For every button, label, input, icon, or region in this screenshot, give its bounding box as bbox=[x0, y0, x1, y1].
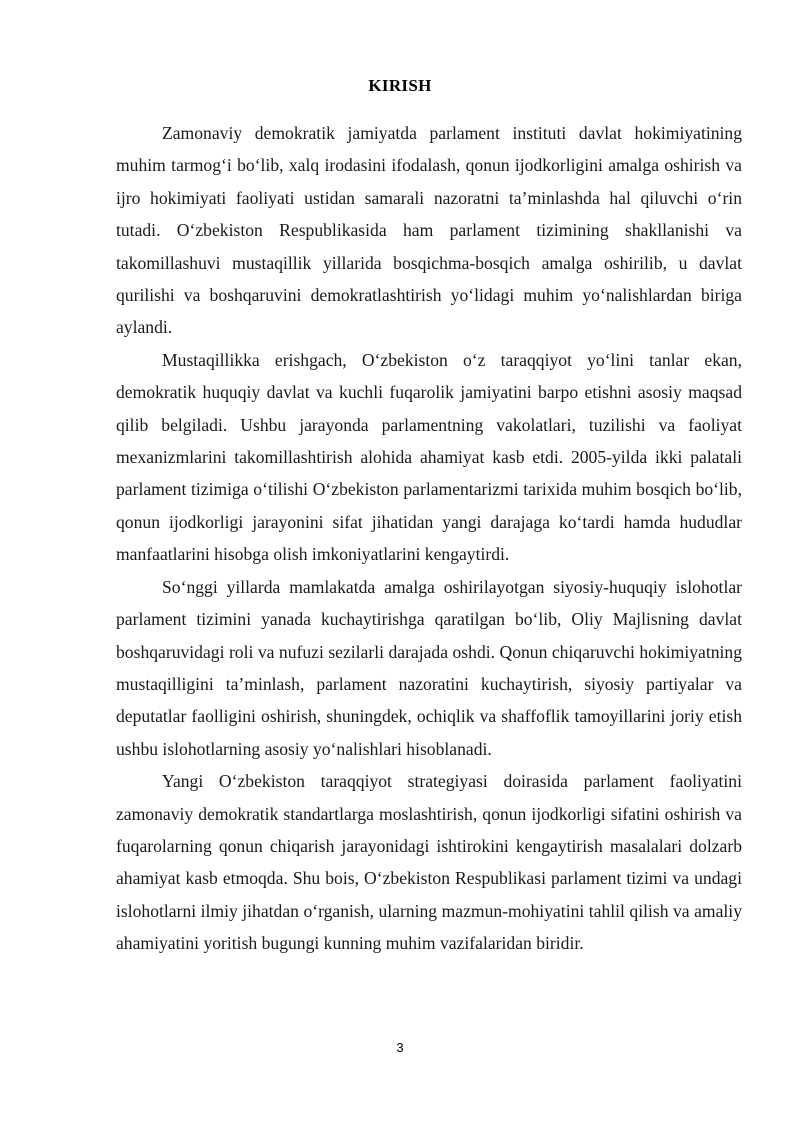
document-body bbox=[116, 117, 742, 960]
paragraph-3: So‘nggi yillarda mamlakatda amalga oshirilayotgan siyosiy-huquqiy islohotlar parlament tizimini yanada kuchaytirishga qaratilgan bo‘lib, Oliy Majlisning davlat boshqaruvidagi roli va nufuzi sezilarli darajada oshdi. Qonun chiqaruvchi hokimiyatning mustaqilligini ta’minlash, parlament nazoratini kuchaytirish, siyosiy partiyalar va deputatlar faolligini oshirish, shuningdek, ochiqlik va shaffoflik tamoyillarini joriy etish ushbu islohotlarning asosiy yo‘nalishlari hisoblanadi. bbox=[116, 576, 742, 759]
paragraph-4: Yangi O‘zbekiston taraqqiyot strategiyasi doirasida parlament faoliyatini zamonaviy demokratik standartlarga moslashtirish, qonun ijodkorligi sifatini oshirish va fuqarolarning qonun chiqarish jarayonidagi ishtirokini kengaytirish masalalari dolzarb ahamiyat kasb etmoqda. Shu bois, O‘zbekiston Respublikasi parlament tizimi va undagi islohotlarni ilmiy jihatdan o‘rganish, ularning mazmun-mohiyatini tahlil qilish va amaliy ahamiyatini yoritish bugungi kunning muhim vazifalaridan biridir. bbox=[116, 771, 742, 954]
page-number: 3 bbox=[396, 1040, 404, 1055]
page-title: KIRISH bbox=[368, 76, 432, 95]
paragraph-1: Zamonaviy demokratik jamiyatda parlament instituti davlat hokimiyatining muhim tarmog‘i bo‘lib, xalq irodasini ifodalash, qonun ijodkorligini amalga oshirish va ijro hokimiyati faoliyati ustidan samarali nazoratni ta’minlashda hal qiluvchi o‘rin tutadi. O‘zbekiston Respublikasida ham parlament tizimining shakllanishi va takomillashuvi mustaqillik yillarida bosqichma-bosqich amalga oshirilib, u davlat qurilishi va boshqaruvini demokratlashtirish yo‘lidagi muhim yo‘nalishlardan biriga aylandi. bbox=[116, 123, 742, 338]
paragraph-2: Mustaqillikka erishgach, O‘zbekiston o‘z taraqqiyot yo‘lini tanlar ekan, demokratik huquqiy davlat va kuchli fuqarolik jamiyatini barpo etishni asosiy maqsad qilib belgiladi. Ushbu jarayonda parlamentning vakolatlari, tuzilishi va faoliyat mexanizmlarini takomillashtirish alohida ahamiyat kasb etdi. 2005-yilda ikki palatali parlament tizimiga o‘tilishi O‘zbekiston parlamentarizmi tarixida muhim bosqich bo‘lib, qonun ijodkorligi jarayonini sifat jihatidan yangi darajaga ko‘tardi hamda hududlar manfaatlarini hisobga olish imkoniyatlarini kengaytirdi. bbox=[116, 349, 742, 565]
